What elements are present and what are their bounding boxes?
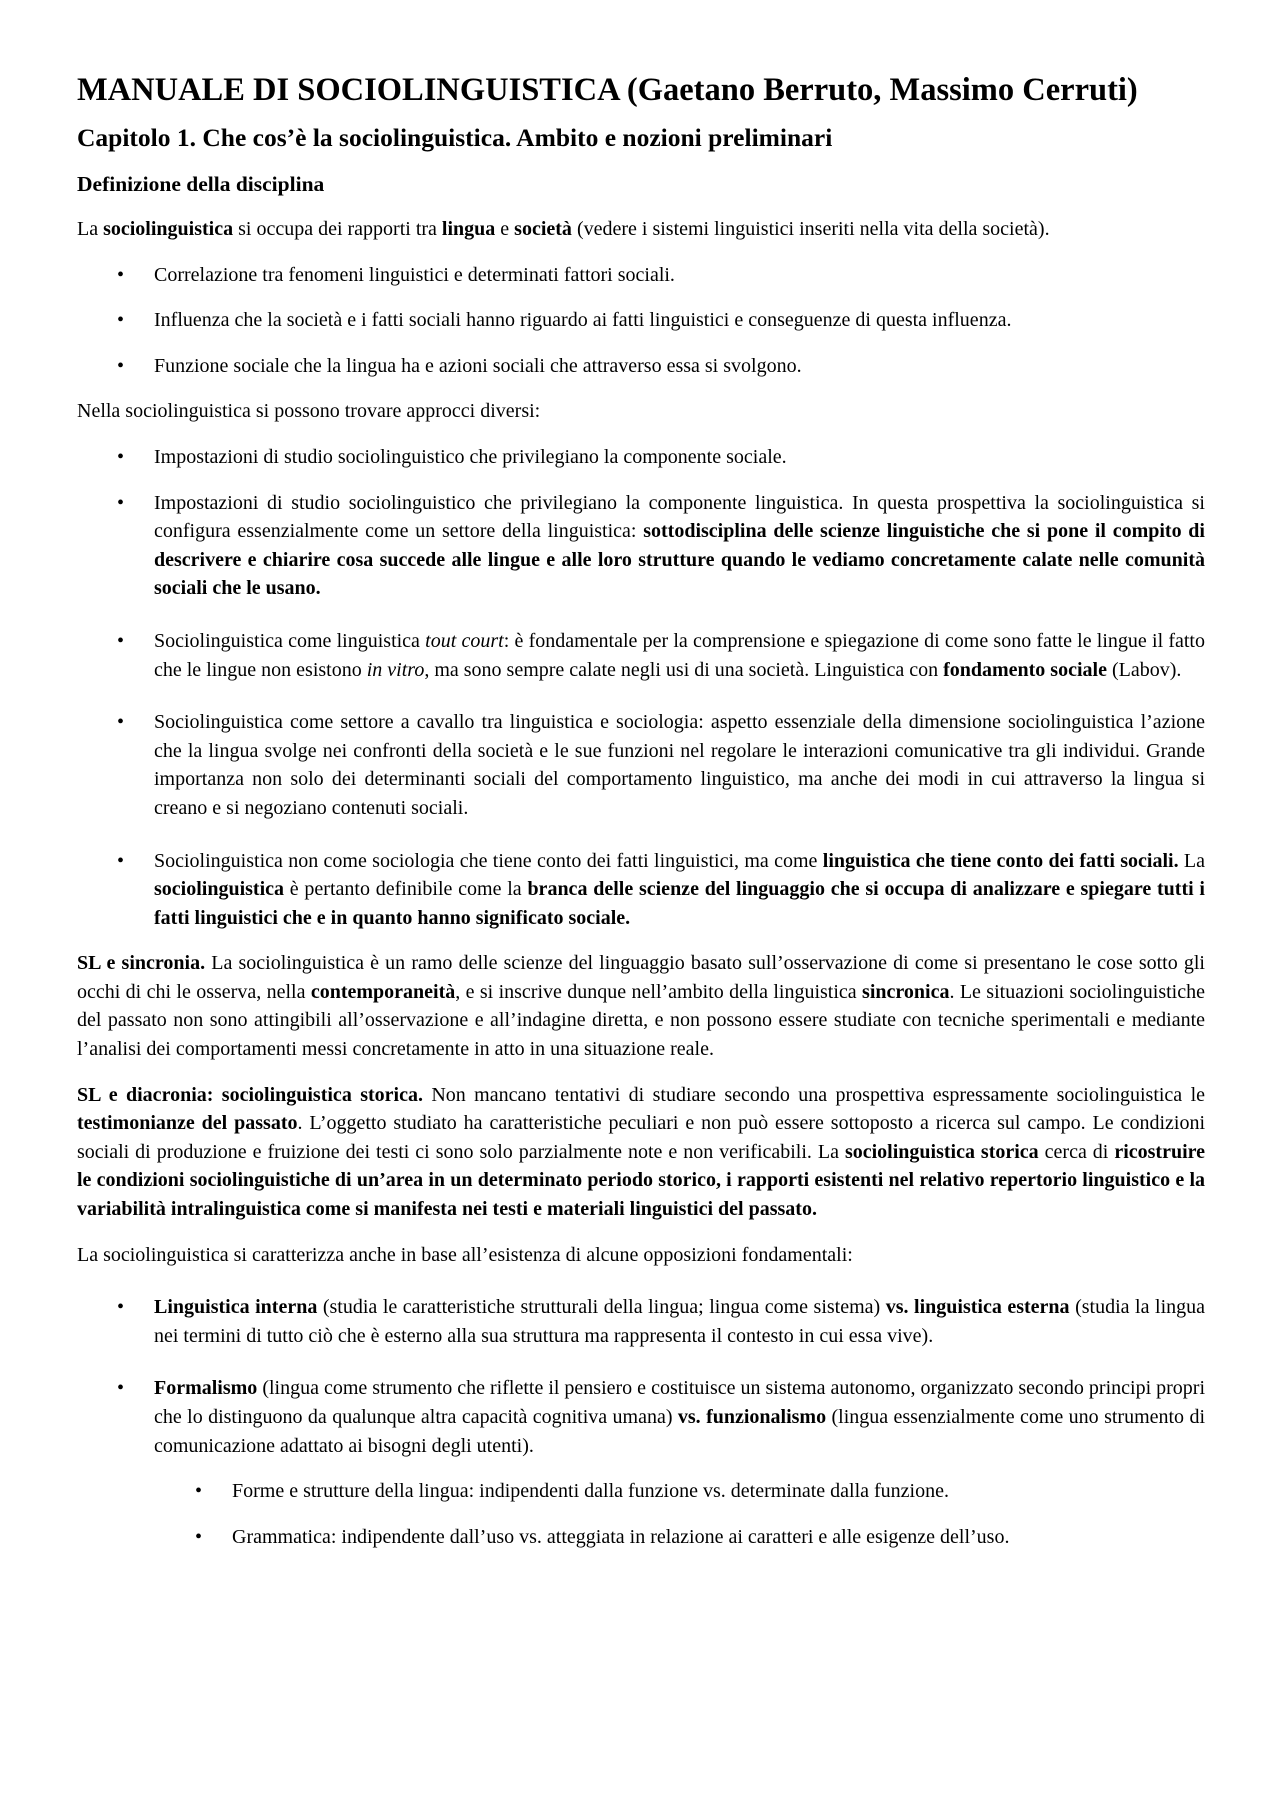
- italic-text: tout court: [425, 629, 504, 652]
- text-run: Sociolinguistica come settore a cavallo tra linguistica e sociologia: aspetto essenziale della dimensione sociolinguistica l’azione che la lingua svolge nei confronti della società e le sue funzioni nel regolare le interazioni comunicative tra gli individui. Grande importanza non solo dei determinanti sociali del comportamento linguistico, ma anche dei modi in cui attraverso la lingua si creano e si negoziano contenuti sociali.: [154, 711, 1205, 819]
- document-page: [77, 70, 1205, 1551]
- bold-text: branca delle scienze del linguaggio che si occupa di analizzare e spiegare tutti i fatti linguistici che e in quanto hanno significato sociale.: [154, 878, 1205, 929]
- list-formalism-details: [77, 1477, 1205, 1551]
- list-item: [77, 1374, 1205, 1460]
- text-run: Correlazione tra fenomeni linguistici e determinati fattori sociali.: [154, 263, 675, 286]
- bold-text: contemporaneità: [310, 980, 456, 1003]
- text-run: Funzione sociale che la lingua ha e azioni sociali che attraverso essa si svolgono.: [154, 354, 802, 377]
- list-item: [77, 1477, 1205, 1506]
- text-run: (lingua come strumento che riflette il pensiero e costituisce un sistema autonomo, organizzato secondo principi propri che lo distinguono da qualunque altra capacità cognitiva umana): [154, 1377, 1206, 1428]
- text-run: (lingua essenzialmente come uno strumento di comunicazione adattato ai bisogni degli utenti).: [154, 1406, 1205, 1457]
- text-run: (vedere i sistemi linguistici inseriti nella vita della società).: [571, 218, 1050, 240]
- bold-text: lingua: [441, 218, 496, 240]
- paragraph-synchrony: [77, 949, 1205, 1063]
- bold-text: sociolinguistica: [154, 878, 285, 901]
- text-run: Impostazioni di studio sociolinguistico che privilegiano la componente linguistica. In questa prospettiva la sociolinguistica si configura essenzialmente come un settore della linguistica:: [154, 491, 1205, 543]
- bold-text: testimonianze del passato: [77, 1112, 298, 1135]
- list-item: [77, 261, 1205, 290]
- text-run: Forme e strutture della lingua: indipendenti dalla funzione vs. determinate dalla funzione.: [232, 1480, 949, 1503]
- list-item: [77, 489, 1205, 603]
- bold-text: linguistica che tiene conto dei fatti sociali.: [822, 849, 1179, 872]
- list-item: [77, 627, 1205, 684]
- list-oppositions: [77, 1293, 1205, 1460]
- bold-text: fondamento sociale: [943, 658, 1107, 681]
- text-run: Non mancano tentativi di studiare secondo una prospettiva espressamente sociolinguistica le: [422, 1083, 1206, 1106]
- bold-text: sottodisciplina delle scienze linguistiche che si pone il compito di descrivere e chiarire cosa succede alle lingue e alle loro strutture quando le vediamo concretamente calate nelle comunità sociali che le usano.: [154, 520, 1205, 600]
- paragraph-definition: [77, 215, 1205, 244]
- text-run: . L’oggetto studiato ha caratteristiche peculiari e non può essere sottoposto a ricerca sul campo. Le condizioni sociali di produzione e fruizione dei testi ci sono solo parzialmente note e non verificabili. La: [77, 1112, 1205, 1163]
- list-item: [77, 708, 1205, 822]
- text-run: (studia la lingua nei termini di tutto ciò che è esterno alla sua struttura ma rappresenta il contesto in cui essa vive).: [154, 1296, 1205, 1347]
- text-run: cerca di: [1038, 1140, 1115, 1163]
- bold-text: Linguistica interna: [154, 1296, 318, 1319]
- bold-text: vs. funzionalismo: [677, 1406, 827, 1428]
- text-run: Grammatica: indipendente dall’uso vs. atteggiata in relazione ai caratteri e alle esigenze dell’uso.: [232, 1525, 1010, 1548]
- text-run: è pertanto definibile come la: [284, 878, 528, 901]
- list-item: [77, 352, 1205, 381]
- text-run: (Labov).: [1106, 658, 1182, 681]
- italic-text: in vitro: [366, 658, 425, 681]
- text-run: Nella sociolinguistica si possono trovare approcci diversi:: [77, 400, 541, 423]
- bold-text: SL e diacronia: sociolinguistica storica.: [77, 1083, 423, 1106]
- text-run: , e si inscrive dunque nell’ambito della linguistica: [455, 980, 863, 1003]
- text-run: , ma sono sempre calate negli usi di una società. Linguistica con: [424, 658, 944, 681]
- list-item: [77, 1523, 1205, 1552]
- list-item: [77, 847, 1205, 933]
- list-item: [77, 443, 1205, 472]
- bold-text: sincronica: [862, 980, 950, 1003]
- paragraph-diachrony: [77, 1081, 1205, 1224]
- bold-text: vs. linguistica esterna: [885, 1296, 1070, 1319]
- document-title: MANUALE DI SOCIOLINGUISTICA (Gaetano Berruto, Massimo Cerruti): [77, 72, 1138, 108]
- bold-text: ricostruire le condizioni sociolinguistiche di un’area in un determinato periodo storico, i rapporti esistenti nel relativo repertorio linguistico e la variabilità intralinguistica come si manifesta nei testi e materiali linguistici del passato.: [77, 1140, 1206, 1221]
- text-run: Sociolinguistica non come sociologia che tiene conto dei fatti linguistici, ma come: [154, 849, 823, 872]
- text-run: e: [495, 218, 515, 240]
- paragraph-approaches-intro: [77, 397, 1205, 426]
- text-run: si occupa dei rapporti tra: [233, 218, 442, 240]
- list-item: [77, 1293, 1205, 1350]
- list-aspects: [77, 261, 1205, 381]
- text-run: La: [1178, 849, 1205, 872]
- text-run: Sociolinguistica come linguistica: [154, 629, 426, 652]
- bold-text: sociolinguistica: [103, 218, 234, 240]
- text-run: La: [77, 218, 104, 240]
- paragraph-oppositions-intro: [77, 1241, 1205, 1270]
- bold-text: SL e sincronia.: [77, 952, 206, 975]
- bold-text: società: [514, 218, 572, 240]
- bold-text: Formalismo: [154, 1377, 258, 1400]
- section-title: Definizione della disciplina: [77, 172, 325, 196]
- bold-text: sociolinguistica storica: [844, 1140, 1039, 1163]
- text-run: La sociolinguistica è un ramo delle scienze del linguaggio basato sull’osservazione di come si presentano le cose sotto gli occhi di chi le osserva, nella: [77, 952, 1205, 1003]
- list-approaches: [77, 443, 1205, 932]
- text-run: . Le situazioni sociolinguistiche del passato non sono attingibili all’osservazione e all’indagine diretta, e non possono essere studiate con tecniche sperimentali e mediante l’analisi dei comportamenti messi concretamente in atto in una situazione reale.: [77, 980, 1205, 1061]
- chapter-title: Capitolo 1. Che cos’è la sociolinguistica. Ambito e nozioni preliminari: [77, 123, 833, 152]
- text-run: (studia le caratteristiche strutturali della lingua; lingua come sistema): [317, 1296, 886, 1319]
- list-item: [77, 306, 1205, 335]
- text-run: La sociolinguistica si caratterizza anche in base all’esistenza di alcune opposizioni fondamentali:: [77, 1243, 853, 1266]
- text-run: Influenza che la società e i fatti sociali hanno riguardo ai fatti linguistici e conseguenze di questa influenza.: [154, 309, 1012, 332]
- text-run: Impostazioni di studio sociolinguistico che privilegiano la componente sociale.: [154, 445, 787, 468]
- text-run: : è fondamentale per la comprensione e spiegazione di come sono fatte le lingue il fatto che le lingue non esistono: [154, 629, 1205, 681]
